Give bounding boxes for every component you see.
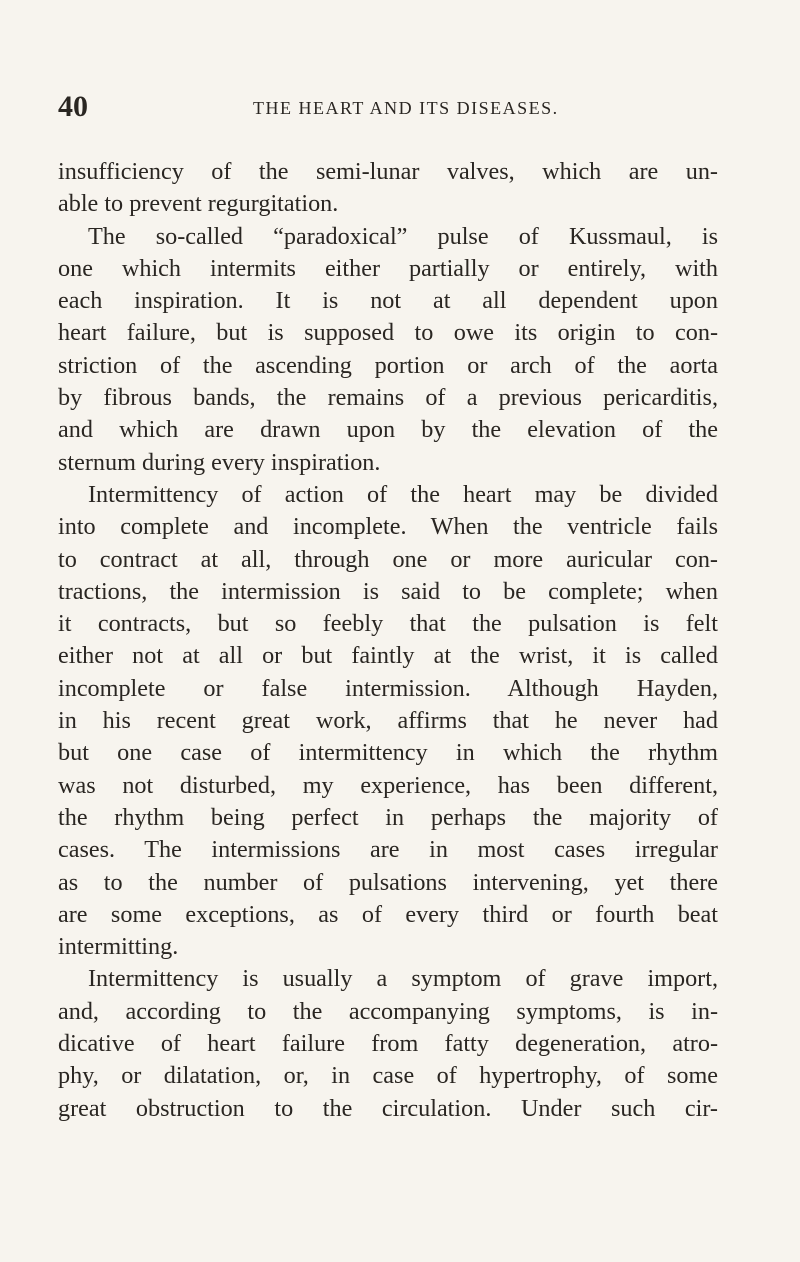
text-line: as to the number of pulsations intervening, yet there [58,868,718,896]
text-line: Intermittency of action of the heart may be divided [88,480,718,508]
text-line: Intermittency is usually a symptom of grave import, [88,965,718,993]
text-line: able to prevent regurgitation. [58,190,339,218]
text-line: insufficiency of the semi-lunar valves, which are un- [58,158,718,185]
text-line: sternum during every inspiration. [58,448,381,476]
paragraph [58,963,718,1124]
text-line: the rhythm being perfect in perhaps the majority of [58,803,718,831]
text-line: The so-called “paradoxical” pulse of Kussmaul, is [88,222,718,250]
text-line: incomplete or false intermission. Although Hayden, [58,674,718,702]
text-line: either not at all or but faintly at the wrist, it is called [58,642,718,670]
text-line: and, according to the accompanying symptoms, is in- [58,997,718,1025]
page-number: 40 [58,90,88,123]
text-line: in his recent great work, affirms that he never had [58,707,718,735]
text-line: tractions, the intermission is said to be complete; when [58,577,718,605]
text-line: striction of the ascending portion or arch of the aorta [58,351,718,379]
text-line: are some exceptions, as of every third or fourth beat [58,900,718,928]
running-title: THE HEART AND ITS DISEASES. [253,98,559,118]
page-header [58,90,738,130]
text-line: intermitting. [58,933,179,961]
text-line: and which are drawn upon by the elevation of the [58,416,718,444]
text-line: by fibrous bands, the remains of a previous pericarditis, [58,384,718,412]
paragraph [58,221,718,479]
text-line: was not disturbed, my experience, has been different, [58,771,718,799]
text-line: but one case of intermittency in which the rhythm [58,739,718,767]
text-line: cases. The intermissions are in most cases irregular [58,836,718,864]
paragraph [58,479,718,963]
paragraph [58,156,718,221]
body-text [58,156,718,1125]
text-line: great obstruction to the circulation. Under such cir- [58,1094,718,1122]
text-line: to contract at all, through one or more auricular con- [58,545,718,573]
text-line: heart failure, but is supposed to owe its origin to con- [58,319,718,347]
text-line: dicative of heart failure from fatty degeneration, atro- [58,1030,718,1058]
text-line: one which intermits either partially or entirely, with [58,254,718,282]
text-line: each inspiration. It is not at all dependent upon [58,287,718,315]
text-line: it contracts, but so feebly that the pulsation is felt [58,610,718,638]
text-line: into complete and incomplete. When the ventricle fails [58,513,718,541]
text-line: phy, or dilatation, or, in case of hypertrophy, of some [58,1062,718,1090]
